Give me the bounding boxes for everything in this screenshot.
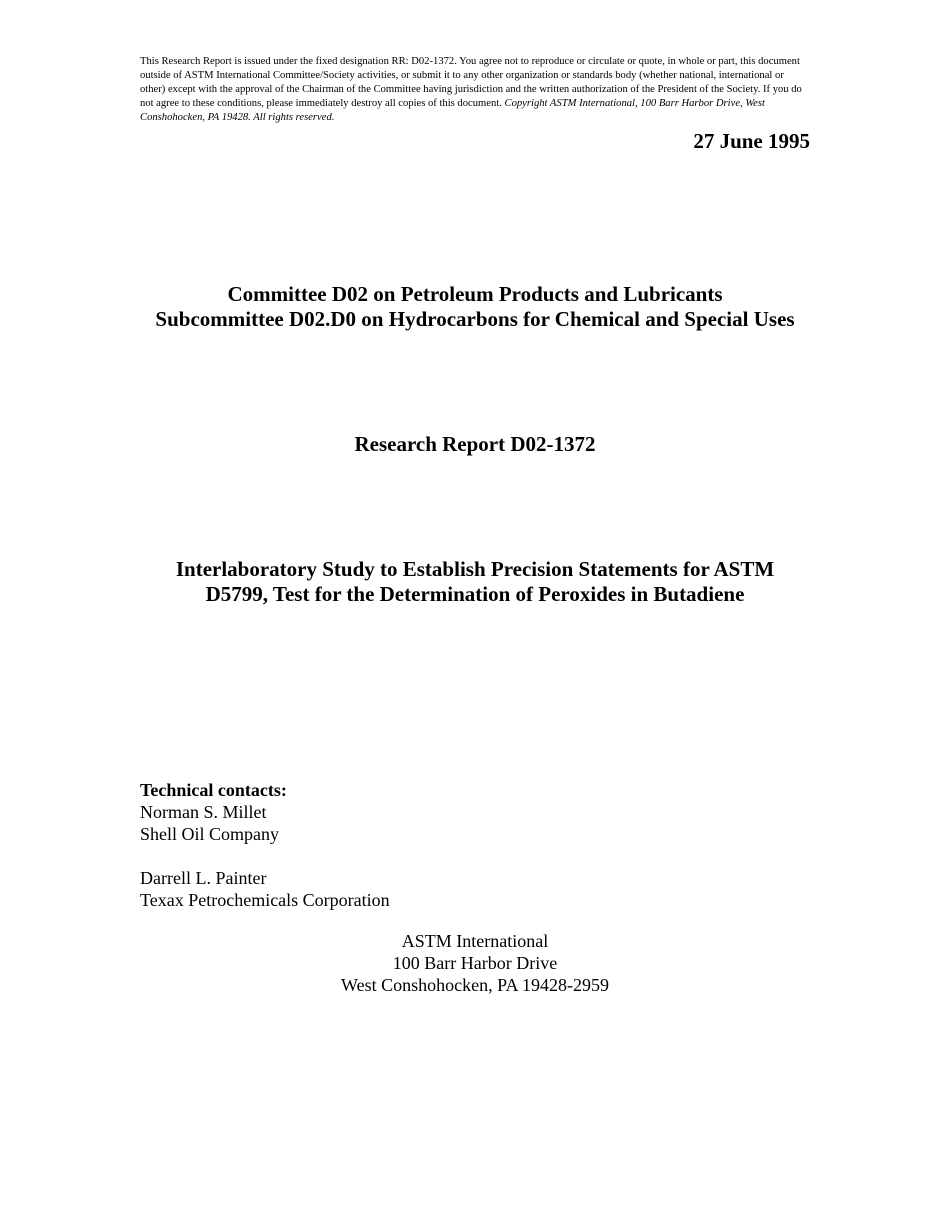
astm-address [0,930,950,996]
study-title-line-2: D5799, Test for the Determination of Peroxides in Butadiene [205,582,745,606]
contact-organization: Texax Petrochemicals Corporation [140,890,390,910]
research-report-title: Research Report D02-1372 [354,432,596,456]
technical-contacts [140,779,390,911]
committee-heading [0,282,950,332]
study-title [0,557,950,607]
address-line-1: ASTM International [401,931,549,951]
copyright-notice [140,55,810,125]
contact-name: Darrell L. Painter [140,868,267,888]
contact-organization: Shell Oil Company [140,824,279,844]
subcommittee-line: Subcommittee D02.D0 on Hydrocarbons for Chemical and Special Uses [155,307,795,331]
copyright-line: Copyright ASTM International, 100 Barr Harbor Drive, West Conshohocken, PA 19428. All rights reserved. [140,98,765,123]
contacts-heading: Technical contacts: [140,780,287,800]
spacer [140,845,390,867]
address-line-2: 100 Barr Harbor Drive [392,953,558,973]
report-date: 27 June 1995 [693,129,810,153]
contact-name: Norman S. Millet [140,802,267,822]
committee-line: Committee D02 on Petroleum Products and Lubricants [227,282,723,306]
study-title-line-1: Interlaboratory Study to Establish Precision Statements for ASTM [175,557,775,581]
notice-text: This Research Report is issued under the fixed designation RR: D02-1372. You agree not to reproduce or circulate or quote, in whole or part, this document outside of ASTM International Committee/Society activities, or submit it to any other organization or standards body (whether national, international or other) except with the approval of the Chairman of the Committee having jurisdiction and the written authorization of the President of the Society. If you do not agree to these conditions, please immediately destroy all copies of this document. [140,56,802,109]
address-line-3: West Conshohocken, PA 19428-2959 [341,975,609,995]
